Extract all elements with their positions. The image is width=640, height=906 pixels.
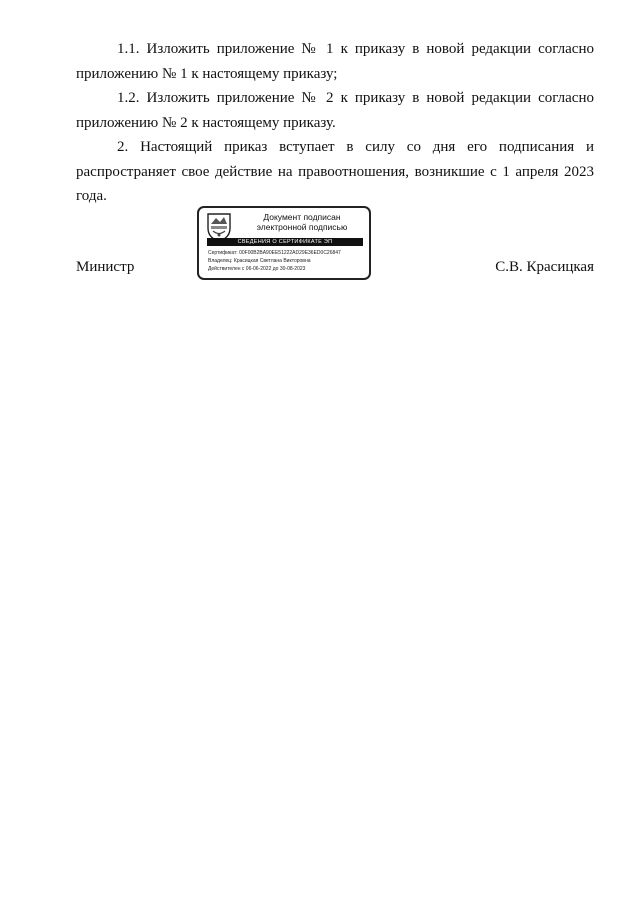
signer-position: Министр (76, 259, 135, 275)
stamp-validity: Действителен с 06-06-2022 до 30-08-2023 (208, 266, 306, 272)
electronic-signature-stamp (197, 206, 371, 280)
signer-name: С.В. Красицкая (495, 259, 594, 275)
stamp-owner: Владелец: Красицкая Светлана Викторовна (208, 258, 311, 264)
stamp-heading (235, 212, 369, 232)
paragraph-2: 2. Настоящий приказ вступает в силу со дня его подписания и распространяет свое действие на правоотношения, возникшие с 1 апреля 2023 года. (76, 139, 594, 204)
stamp-certificate-band: СВЕДЕНИЯ О СЕРТИФИКАТЕ ЭП (207, 238, 363, 246)
paragraph-1-1: 1.1. Изложить приложение № 1 к приказу в новой редакции согласно приложению № 1 к настоящему приказу; (76, 41, 594, 82)
paragraph-1-2: 1.2. Изложить приложение № 2 к приказу в новой редакции согласно приложению № 2 к настоящему приказу. (76, 90, 594, 131)
stamp-heading-line1: Документ подписан (263, 212, 341, 222)
stamp-certificate-number: Сертификат: 00F00B2BA90EE51222AD29E36ED0C26847 (208, 250, 341, 256)
document-body (76, 37, 594, 209)
stamp-heading-line2: электронной подписью (256, 222, 348, 232)
